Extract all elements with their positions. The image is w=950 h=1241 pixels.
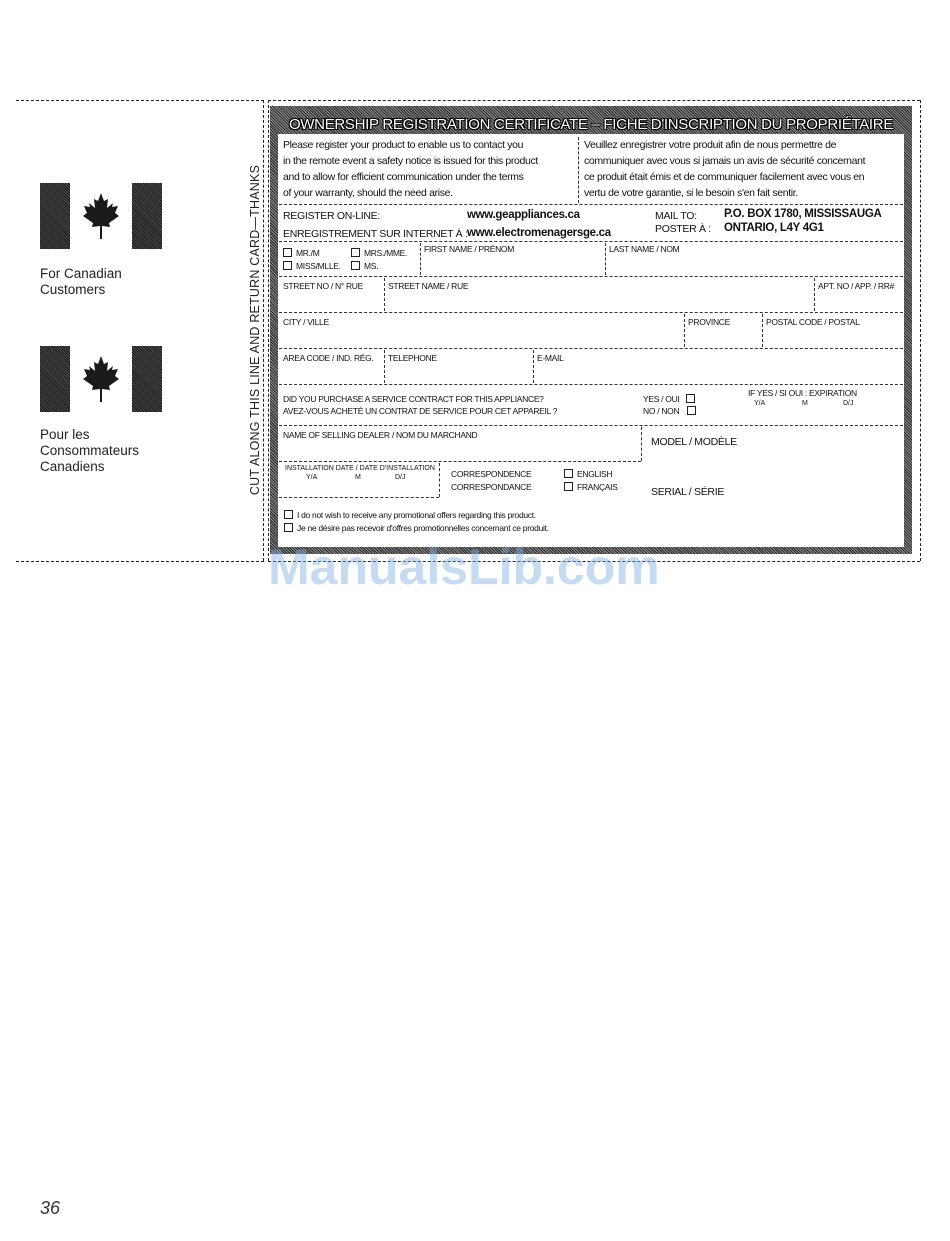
divider	[279, 204, 903, 205]
mail-address-line-1: P.O. BOX 1780, MISSISSAUGA	[724, 208, 882, 220]
url-english[interactable]: www.geappliances.ca	[467, 209, 580, 221]
cut-instruction: CUT ALONG THIS LINE AND RETURN CARD—THANKS	[248, 164, 262, 496]
divider	[762, 314, 763, 347]
service-no-option[interactable]: NO / NON	[643, 406, 700, 416]
intro-french: Veuillez enregistrer votre produit afin de nous permettre de communiquer avec vous si jamais un avis de sécurité concernant ce produit était émis et de communiquer facilement avec vous en vertu de votre garantie, si le besoin s'en fait sentir.	[584, 139, 866, 199]
title-option-ms[interactable]: MS.	[351, 261, 378, 271]
area-code-field[interactable]: AREA CODE / IND. RÉG.	[283, 353, 374, 363]
divider	[279, 384, 903, 385]
divider	[641, 427, 642, 461]
register-online-label-fr: ENREGISTREMENT SUR INTERNET À :	[283, 228, 468, 240]
divider	[439, 463, 440, 497]
divider	[578, 137, 579, 203]
service-contract-question: DID YOU PURCHASE A SERVICE CONTRACT FOR THIS APPLIANCE?	[283, 394, 544, 404]
language-english-option[interactable]: ENGLISH	[564, 469, 612, 479]
postal-code-field[interactable]: POSTAL CODE / POSTAL	[766, 317, 860, 327]
divider	[384, 278, 385, 311]
divider	[533, 350, 534, 383]
install-day[interactable]: D/J	[395, 474, 406, 481]
optout-english-checkbox[interactable]: I do not wish to receive any promotional offers regarding this product.	[284, 510, 536, 520]
city-field[interactable]: CITY / VILLE	[283, 317, 329, 327]
divider	[279, 276, 903, 277]
province-field[interactable]: PROVINCE	[688, 317, 730, 327]
cut-line-top-left	[16, 100, 264, 101]
correspondence-label: CORRESPONDENCE	[451, 469, 532, 479]
install-date-field[interactable]: INSTALLATION DATE / DATE D'INSTALLATION	[285, 465, 435, 472]
cut-line-top-right	[268, 100, 920, 101]
intro-english: Please register your product to enable us to contact you in the remote event a safety notice is issued for this product and to allow for efficient communication under the terms of your warranty, should the need arise.	[283, 139, 538, 199]
apt-no-field[interactable]: APT. NO / APP. / RR#	[818, 281, 895, 291]
card-title: OWNERSHIP REGISTRATION CERTIFICATE – FICHE D'INSCRIPTION DU PROPRIÉTAIRE	[288, 116, 894, 133]
expiration-year[interactable]: Y/A	[754, 400, 766, 407]
title-option-mrs[interactable]: MRS./MME.	[351, 248, 407, 258]
service-yes-option[interactable]: YES / OUI	[643, 394, 699, 404]
divider	[279, 312, 903, 313]
page-number: 36	[40, 1198, 61, 1218]
divider	[279, 497, 439, 498]
divider	[605, 243, 606, 275]
model-field[interactable]: MODEL / MODÈLE	[651, 436, 737, 448]
cut-line-bottom-left	[16, 561, 264, 562]
divider	[384, 350, 385, 383]
url-french[interactable]: www.electromenagersge.ca	[467, 227, 611, 239]
divider	[684, 314, 685, 347]
dealer-field[interactable]: NAME OF SELLING DEALER / NOM DU MARCHAND	[283, 430, 478, 440]
divider	[279, 425, 903, 426]
first-name-field[interactable]: FIRST NAME / PRÉNOM	[424, 244, 515, 254]
install-year[interactable]: Y/A	[306, 474, 318, 481]
mail-address-line-2: ONTARIO, L4Y 4G1	[724, 222, 824, 234]
install-month[interactable]: M	[355, 474, 361, 481]
expiration-month[interactable]: M	[802, 400, 808, 407]
serial-field[interactable]: SERIAL / SÉRIE	[651, 486, 725, 498]
street-name-field[interactable]: STREET NAME / RUE	[388, 281, 469, 291]
divider	[279, 461, 641, 462]
telephone-field[interactable]: TELEPHONE	[388, 353, 437, 363]
divider	[420, 243, 421, 275]
email-field[interactable]: E-MAIL	[537, 353, 564, 363]
street-no-field[interactable]: STREET NO / N° RUE	[283, 281, 364, 291]
expiration-day[interactable]: D/J	[843, 400, 854, 407]
mail-to-label: MAIL TO:	[655, 210, 697, 222]
divider	[814, 278, 815, 311]
expiration-label: IF YES / SI OUI : EXPIRATION	[748, 388, 857, 398]
title-option-mr[interactable]: MR./M	[283, 248, 320, 258]
canadian-flag-icon	[40, 183, 162, 249]
cut-line-right	[920, 100, 921, 561]
divider	[279, 348, 903, 349]
mail-to-label-fr: POSTER À :	[655, 223, 711, 235]
last-name-field[interactable]: LAST NAME / NOM	[609, 244, 680, 254]
divider	[279, 241, 903, 242]
caption-canadian-customers: For Canadian Customers	[40, 266, 122, 297]
optout-french-checkbox[interactable]: Je ne désire pas recevoir d'offres promotionnelles concernant ce produit.	[284, 523, 549, 533]
language-french-option[interactable]: FRANÇAIS	[564, 482, 618, 492]
caption-consommateurs-canadiens: Pour les Consommateurs Canadiens	[40, 427, 140, 474]
service-contract-question-fr: AVEZ-VOUS ACHETÉ UN CONTRAT DE SERVICE POUR CET APPAREIL ?	[283, 406, 558, 416]
correspondence-label-fr: CORRESPONDANCE	[451, 482, 532, 492]
watermark: ManualsLib.com	[268, 539, 660, 595]
register-online-label: REGISTER ON-LINE:	[283, 210, 380, 222]
canadian-flag-icon	[40, 346, 162, 412]
title-option-miss[interactable]: MISS/MLLE.	[283, 261, 341, 271]
